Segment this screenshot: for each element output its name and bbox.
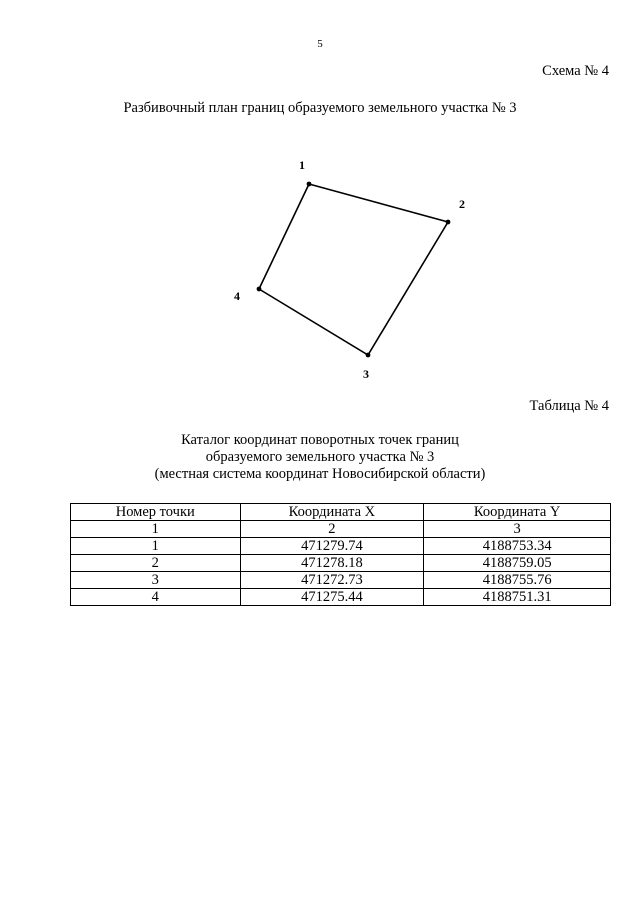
- vertex-3: [366, 353, 371, 358]
- table-row: [71, 555, 611, 572]
- table-cell: 471279.74: [240, 538, 424, 555]
- catalog-title-line: Каталог координат поворотных точек границ: [181, 432, 459, 448]
- vertex-label-2: 2: [459, 197, 465, 211]
- vertex-1: [307, 182, 312, 187]
- vertex-label-3: 3: [363, 367, 369, 381]
- table-label: Таблица № 4: [529, 398, 609, 414]
- table-cell: 471272.73: [240, 572, 424, 589]
- coordinates-table: [70, 503, 611, 606]
- table-cell: 471275.44: [240, 589, 424, 606]
- plan-title: Разбивочный план границ образуемого земельного участка № 3: [123, 100, 517, 116]
- scheme-label: Схема № 4: [542, 63, 609, 79]
- vertex-label-1: 1: [299, 158, 305, 172]
- table-row: [71, 538, 611, 555]
- table-cell: 471278.18: [240, 555, 424, 572]
- catalog-title-line: образуемого земельного участка № 3: [205, 449, 435, 465]
- vertex-2: [446, 220, 451, 225]
- table-cell: 1: [71, 538, 241, 555]
- page-number: 5: [317, 38, 323, 50]
- boundary-plan: [0, 0, 640, 400]
- header-point-number: Номер точки: [71, 504, 241, 521]
- table-cell: 2: [71, 555, 241, 572]
- table-numbering-row: [71, 521, 611, 538]
- table-cell: 4188753.34: [424, 538, 611, 555]
- catalog-title: [0, 432, 640, 483]
- table-row: [71, 589, 611, 606]
- table-cell: 1: [71, 521, 241, 538]
- table-cell: 2: [240, 521, 424, 538]
- vertex-label-4: 4: [234, 289, 240, 303]
- table-cell: 4188755.76: [424, 572, 611, 589]
- table-cell: 4188751.31: [424, 589, 611, 606]
- header-coordinate-x: Координата X: [240, 504, 424, 521]
- table-header-row: [71, 504, 611, 521]
- catalog-title-line: (местная система координат Новосибирской области): [154, 466, 486, 482]
- table-cell: 3: [424, 521, 611, 538]
- table-cell: 4: [71, 589, 241, 606]
- parcel-boundary: [259, 184, 448, 355]
- table-cell: 4188759.05: [424, 555, 611, 572]
- vertex-4: [257, 287, 262, 292]
- table-cell: 3: [71, 572, 241, 589]
- table-row: [71, 572, 611, 589]
- header-coordinate-y: Координата Y: [424, 504, 611, 521]
